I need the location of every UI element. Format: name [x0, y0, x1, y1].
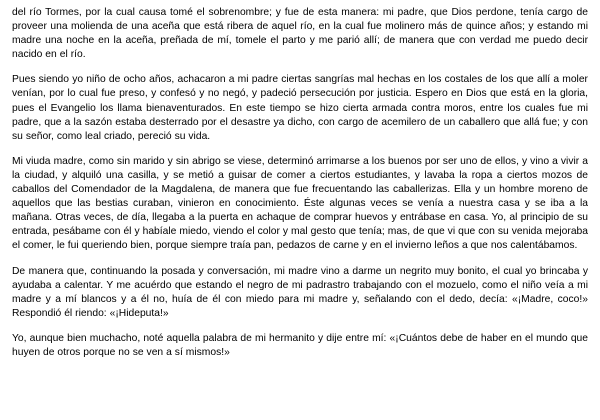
- paragraph: Pues siendo yo niño de ocho años, achacaron a mi padre ciertas sangrías mal hechas en los costales de los que allí a moler venían, por lo cual fue preso, y confesó y no negó, y padeció persecución por justicia. Espero en Dios que está en la gloria, pues el Evangelio los llama bienaventurados. En este tiempo se hizo cierta armada contra moros, entre los cuales fue mi padre, que a la sazón estaba desterrado por el desastre ya dicho, con cargo de acemilero de un caballero que allá fue; y con su señor, como leal criado, pereció su vida.: [12, 74, 588, 142]
- paragraph: Mi viuda madre, como sin marido y sin abrigo se viese, determinó arrimarse a los buenos por ser uno de ellos, y vino a vivir a la ciudad, y alquiló una casilla, y se metió a guisar de comer a ciertos estudiantes, y lavaba la ropa a ciertos mozos de caballos del Comendador de la Magdalena, de manera que fue frecuentando las caballerizas. Ella y un hombre moreno de aquellos que las bestias curaban, vinieron en conocimiento. Éste algunas veces se venía a nuestra casa y se iba a la mañana. Otras veces, de día, llegaba a la puerta en achaque de comprar huevos y entrábase en casa. Yo, al principio de su entrada, pesábame con él y habíale miedo, viendo el color y mal gesto que tenía; mas, de que vi que con su venida mejoraba el comer, le fui queriendo bien, porque siempre traía pan, pedazos de carne y en el invierno leños a que nos calentábamos.: [12, 155, 588, 252]
- paragraph: De manera que, continuando la posada y conversación, mi madre vino a darme un negrito muy bonito, el cual yo brincaba y ayudaba a calentar. Y me acuérdo que estando el negro de mi padrastro trabajando con el mozuelo, como el niño veía a mi madre y a mí blancos y a él no, huía de él con miedo para mi madre y, señalando con el dedo, decía: «¡Madre, coco!» Respondió él riendo: «¡Hideputa!»: [12, 265, 588, 319]
- paragraph: del río Tormes, por la cual causa tomé el sobrenombre; y fue de esta manera: mi padre, que Dios perdone, tenía cargo de proveer una molienda de una aceña que está ribera de aquel río, en la cual fue molinero más de quince años; y estando mi madre una noche en la aceña, preñada de mí, tomele el parto y me parió allí; de manera que con verdad me puedo decir nacido en el río.: [12, 7, 588, 61]
- paragraph: Yo, aunque bien muchacho, noté aquella palabra de mi hermanito y dije entre mí: «¡Cuántos debe de haber en el mundo que huyen de otros porque no se ven a sí mismos!»: [12, 332, 588, 358]
